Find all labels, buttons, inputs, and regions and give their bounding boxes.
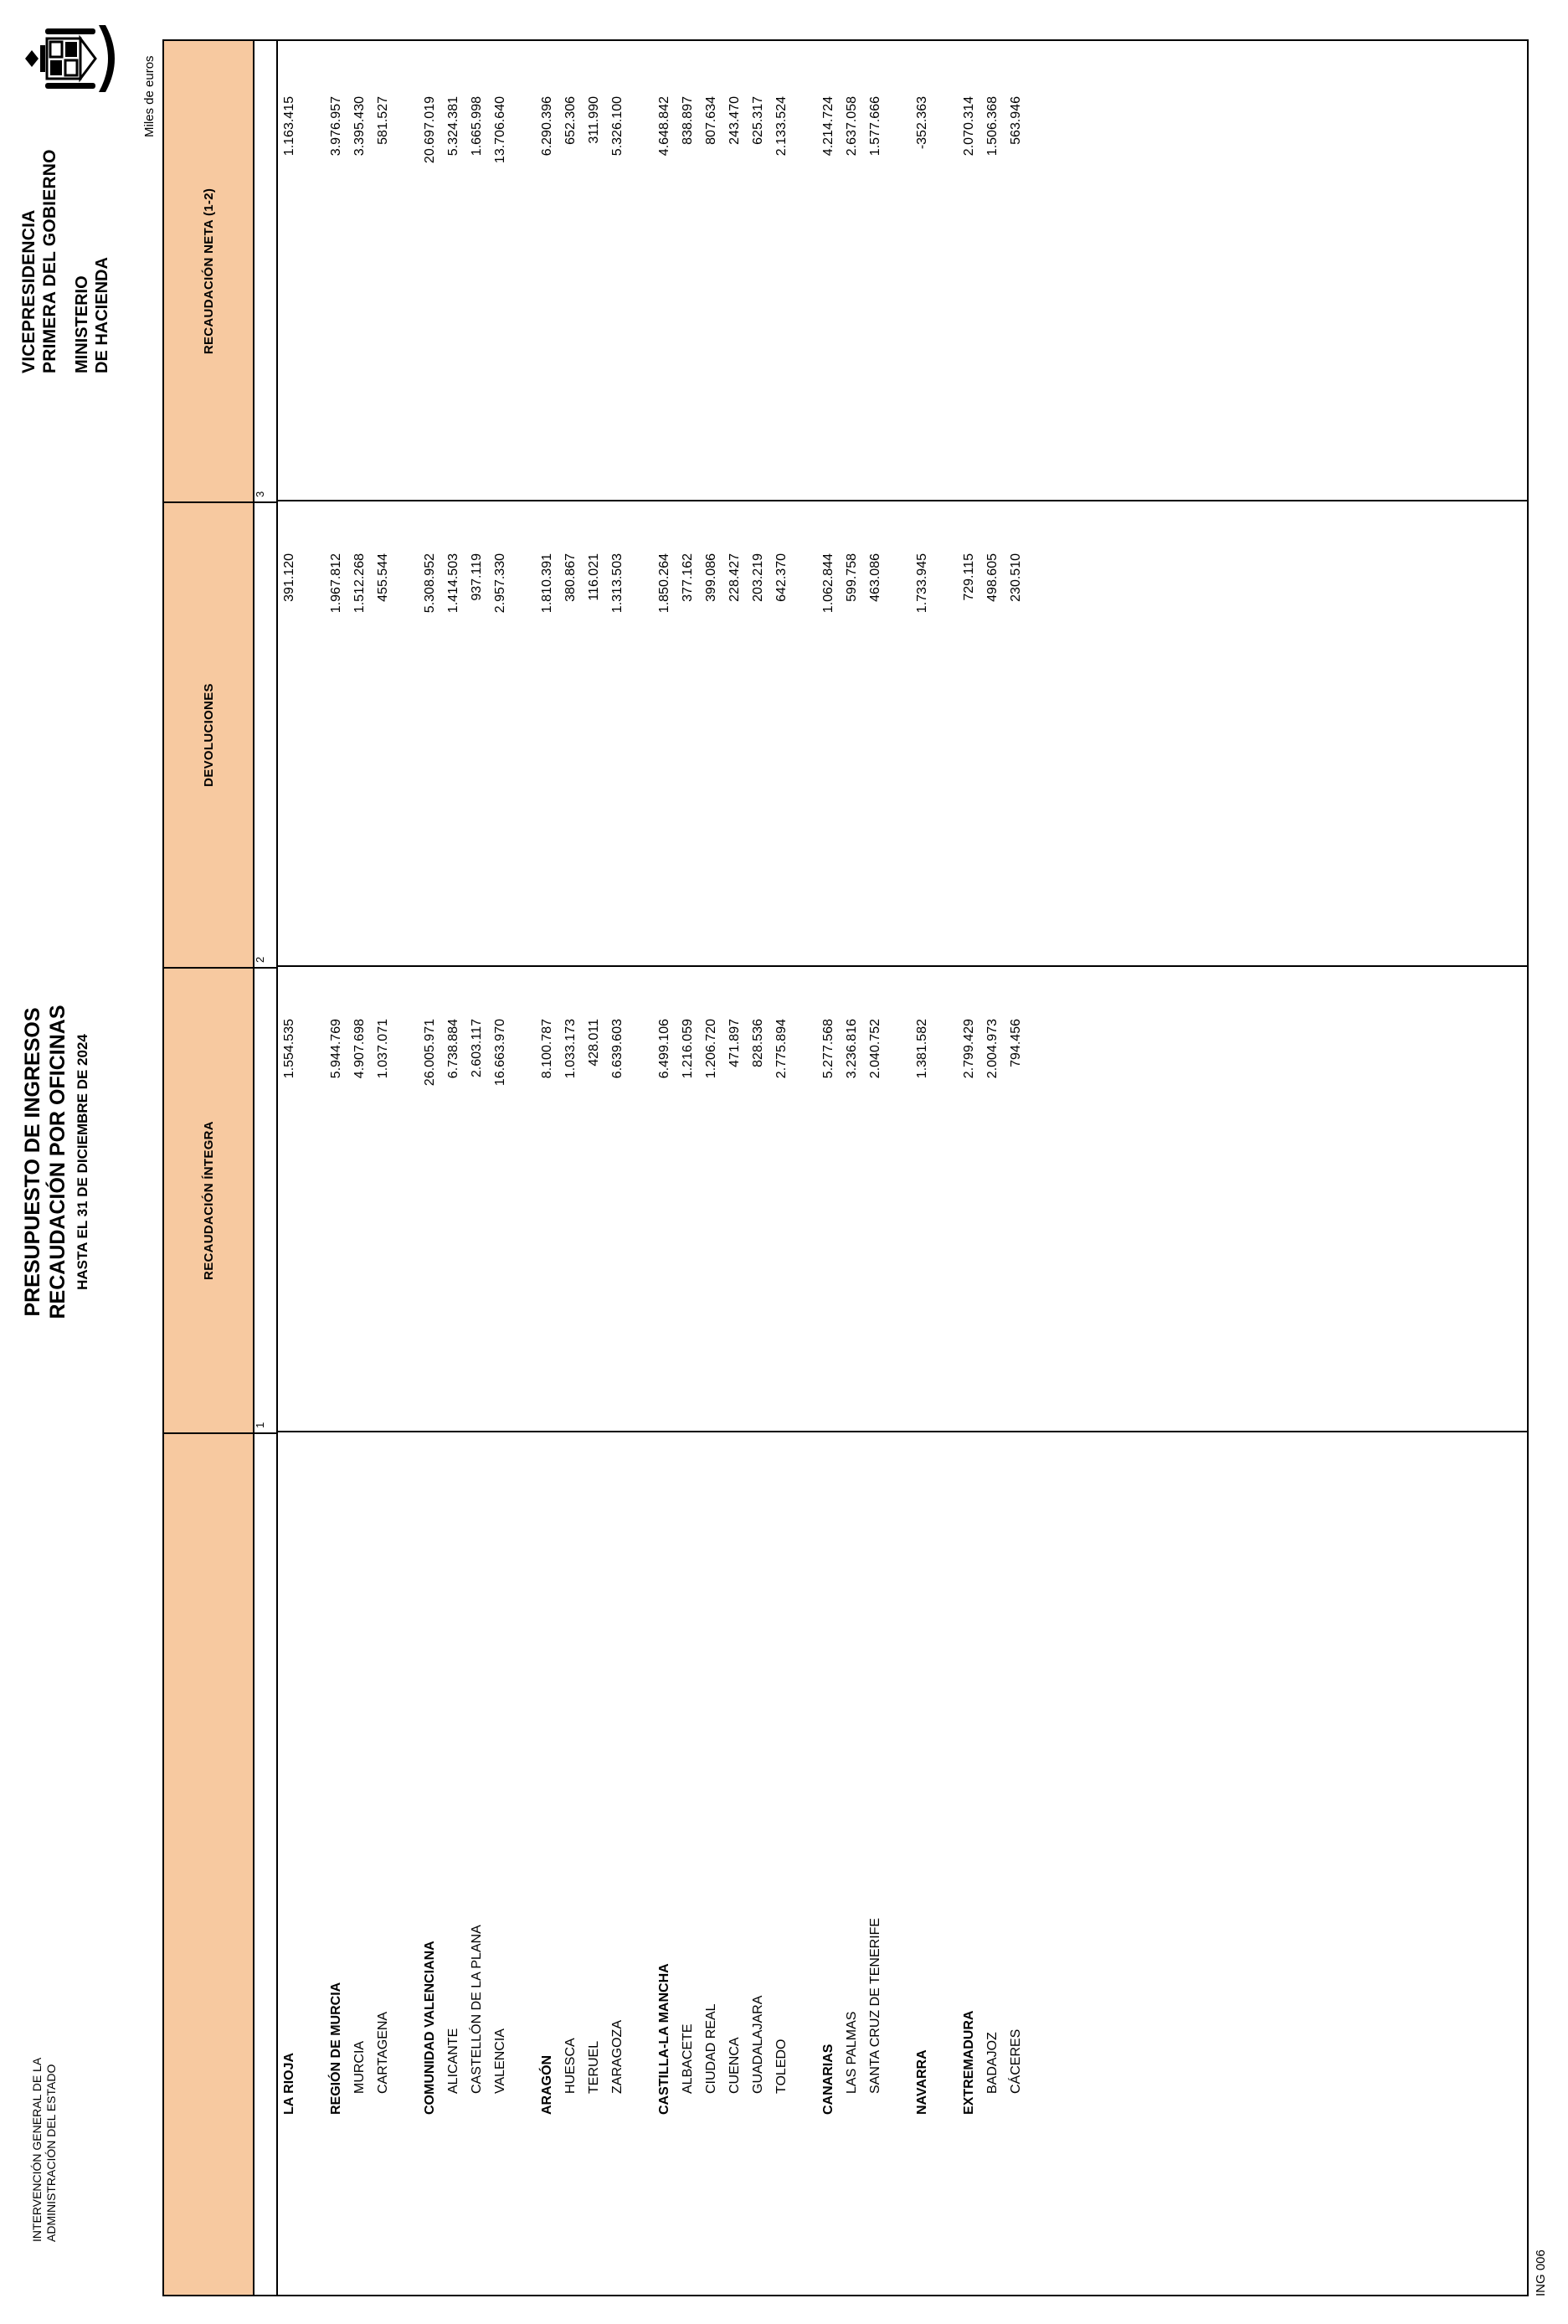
cell-devoluciones: 1.313.503 (610, 553, 625, 614)
table-row-spacer (395, 41, 419, 2295)
cell-recaudacion-neta: 3.976.957 (329, 96, 343, 157)
table-row (911, 41, 934, 2295)
row-label: LAS PALMAS (845, 2011, 859, 2094)
table-row (981, 41, 1005, 2295)
cell-recaudacion-neta: 2.070.314 (962, 96, 976, 157)
table-header-row (164, 41, 253, 2295)
cell-devoluciones: 1.967.812 (329, 553, 343, 614)
table-row (1005, 41, 1028, 2295)
cell-recaudacion-integra: 2.603.117 (470, 1019, 484, 1077)
cell-recaudacion-neta: 581.527 (376, 96, 390, 145)
table-row (325, 41, 348, 2295)
row-label: TERUEL (587, 2040, 601, 2094)
row-label: HUESCA (563, 2038, 578, 2094)
cell-devoluciones: 5.308.952 (423, 553, 437, 614)
cell-recaudacion-neta: 2.133.524 (774, 96, 789, 157)
recaudacion-table (162, 39, 1529, 2296)
cell-recaudacion-integra: 828.536 (751, 1019, 765, 1067)
cell-recaudacion-integra: 1.216.059 (681, 1019, 695, 1079)
cell-recaudacion-neta: 652.306 (563, 96, 578, 145)
cell-devoluciones: 116.021 (587, 553, 601, 601)
table-row (559, 41, 583, 2295)
cell-devoluciones: 937.119 (470, 553, 484, 601)
page-period: HASTA EL 31 DE DICIEMBRE DE 2024 (75, 1034, 90, 1290)
table-note-row (253, 41, 278, 2295)
cell-recaudacion-neta: 2.637.058 (845, 96, 859, 157)
cell-recaudacion-integra: 6.499.106 (657, 1019, 671, 1079)
coat-of-arms-icon (23, 20, 124, 97)
cell-devoluciones: 399.086 (704, 553, 718, 602)
igae-block (30, 1890, 59, 2242)
row-label: CANARIAS (821, 2044, 835, 2115)
cell-devoluciones: 1.062.844 (821, 553, 835, 614)
page-subtitle: RECAUDACIÓN POR OFICINAS (46, 1005, 69, 1319)
table-row-spacer (301, 41, 325, 2295)
cell-recaudacion-neta: 4.648.842 (657, 96, 671, 157)
cell-recaudacion-neta: -352.363 (915, 96, 929, 150)
row-label: MURCIA (352, 2040, 367, 2094)
row-label: SANTA CRUZ DE TENERIFE (868, 1917, 882, 2094)
cell-devoluciones: 228.427 (727, 553, 742, 602)
cell-recaudacion-neta: 1.163.415 (282, 96, 296, 157)
org-vicepresidencia-line1: VICEPRESIDENCIA (19, 209, 39, 373)
cell-devoluciones: 203.219 (751, 553, 765, 602)
cell-recaudacion-integra: 1.033.173 (563, 1019, 578, 1079)
row-label: GUADALAJARA (751, 1995, 765, 2094)
table-row (700, 41, 723, 2295)
cell-recaudacion-integra: 794.456 (1009, 1019, 1023, 1067)
cell-devoluciones: 391.120 (282, 553, 296, 602)
row-label: CASTILLA-LA MANCHA (657, 1963, 671, 2115)
cell-recaudacion-integra: 5.277.568 (821, 1019, 835, 1079)
note-territory (254, 1432, 276, 2295)
cell-recaudacion-integra: 1.037.071 (376, 1019, 390, 1079)
org-vicepresidencia-line2: PRIMERA DEL GOBIERNO (40, 149, 59, 373)
cell-recaudacion-neta: 807.634 (704, 96, 718, 145)
table-row (653, 41, 676, 2295)
cell-devoluciones: 1.850.264 (657, 553, 671, 614)
table-row (372, 41, 395, 2295)
cell-recaudacion-integra: 6.738.884 (446, 1019, 460, 1079)
row-label: CASTELLÓN DE LA PLANA (470, 1925, 484, 2094)
row-label: LA RIOJA (282, 2052, 296, 2115)
table-row (278, 41, 301, 2295)
row-label: BADAJOZ (985, 2032, 1000, 2094)
form-code: ING 006 (1534, 2249, 1548, 2296)
cell-devoluciones: 1.810.391 (540, 553, 554, 614)
cell-recaudacion-integra: 3.236.816 (845, 1019, 859, 1079)
cell-recaudacion-neta: 13.706.640 (493, 96, 507, 164)
table-row (583, 41, 606, 2295)
table-body (278, 41, 1527, 2295)
igae-line-1: INTERVENCIÓN GENERAL DE LA (30, 2057, 44, 2242)
note-recaudacion-integra: 1 (254, 967, 276, 1432)
column-header-recaudacion-integra: RECAUDACIÓN ÍNTEGRA (164, 967, 253, 1432)
cell-recaudacion-neta: 5.326.100 (610, 96, 625, 157)
cell-devoluciones: 498.605 (985, 553, 1000, 602)
cell-recaudacion-integra: 471.897 (727, 1019, 742, 1067)
row-label: TOLEDO (774, 2039, 789, 2094)
table-row (864, 41, 887, 2295)
cell-recaudacion-integra: 4.907.698 (352, 1019, 367, 1079)
cell-devoluciones: 1.512.268 (352, 553, 367, 614)
cell-recaudacion-neta: 20.697.019 (423, 96, 437, 164)
cell-recaudacion-neta: 6.290.396 (540, 96, 554, 157)
page-title: PRESUPUESTO DE INGRESOS (21, 1007, 44, 1317)
cell-recaudacion-integra: 6.639.603 (610, 1019, 625, 1079)
cell-devoluciones: 463.086 (868, 553, 882, 602)
cell-recaudacion-neta: 838.897 (681, 96, 695, 145)
table-row (817, 41, 841, 2295)
cell-recaudacion-neta: 5.324.381 (446, 96, 460, 157)
cell-recaudacion-integra: 16.663.970 (493, 1019, 507, 1087)
table-row (958, 41, 981, 2295)
cell-recaudacion-integra: 1.381.582 (915, 1019, 929, 1079)
cell-recaudacion-neta: 1.665.998 (470, 96, 484, 157)
cell-devoluciones: 729.115 (962, 553, 976, 601)
cell-recaudacion-neta: 625.317 (751, 96, 765, 145)
table-row-spacer (934, 41, 958, 2295)
table-row-spacer (887, 41, 911, 2295)
column-header-recaudacion-neta: RECAUDACIÓN NETA (1-2) (164, 41, 253, 501)
cell-devoluciones: 377.162 (681, 553, 695, 602)
row-label: CUENCA (727, 2037, 742, 2094)
row-label: NAVARRA (915, 2049, 929, 2115)
row-label: COMUNIDAD VALENCIANA (423, 1941, 437, 2115)
row-label: VALENCIA (493, 2028, 507, 2094)
row-label: ALBACETE (681, 2023, 695, 2094)
table-row (348, 41, 372, 2295)
table-row (841, 41, 864, 2295)
org-ministerio-line2: DE HACIENDA (93, 257, 111, 373)
org-ministerio-line1: MINISTERIO (73, 275, 91, 373)
cell-devoluciones: 1.414.503 (446, 553, 460, 614)
cell-devoluciones: 1.733.945 (915, 553, 929, 614)
cell-recaudacion-neta: 3.395.430 (352, 96, 367, 157)
cell-recaudacion-integra: 1.554.535 (282, 1019, 296, 1079)
cell-recaudacion-integra: 2.040.752 (868, 1019, 882, 1079)
row-label: CÁCERES (1009, 2028, 1023, 2094)
table-row (442, 41, 465, 2295)
note-recaudacion-neta: 3 (254, 491, 266, 497)
cell-recaudacion-neta: 1.577.666 (868, 96, 882, 157)
cell-recaudacion-integra: 2.799.429 (962, 1019, 976, 1079)
row-label: ALICANTE (446, 2028, 460, 2094)
table-row-spacer (630, 41, 653, 2295)
column-header-territory (164, 1432, 253, 2295)
cell-devoluciones: 380.867 (563, 553, 578, 602)
row-label: CARTAGENA (376, 2011, 390, 2094)
document-header (0, 0, 167, 2324)
cell-recaudacion-neta: 563.946 (1009, 96, 1023, 145)
table-row (465, 41, 489, 2295)
table-row (536, 41, 559, 2295)
cell-recaudacion-integra: 2.004.973 (985, 1019, 1000, 1079)
row-label: REGIÓN DE MURCIA (329, 1982, 343, 2115)
cell-recaudacion-integra: 5.944.769 (329, 1019, 343, 1079)
cell-recaudacion-integra: 2.775.894 (774, 1019, 789, 1079)
cell-devoluciones: 599.758 (845, 553, 859, 602)
table-row (747, 41, 770, 2295)
cell-devoluciones: 642.370 (774, 553, 789, 602)
table-row-spacer (512, 41, 536, 2295)
cell-recaudacion-neta: 1.506.368 (985, 96, 1000, 157)
table-row (489, 41, 512, 2295)
table-row (606, 41, 630, 2295)
table-row (419, 41, 442, 2295)
cell-recaudacion-neta: 311.990 (587, 96, 601, 144)
table-row (723, 41, 747, 2295)
cell-devoluciones: 2.957.330 (493, 553, 507, 614)
row-label: EXTREMADURA (962, 2010, 976, 2115)
cell-recaudacion-neta: 4.214.724 (821, 96, 835, 157)
cell-recaudacion-neta: 243.470 (727, 96, 742, 145)
table-row-spacer (794, 41, 817, 2295)
cell-devoluciones: 230.510 (1009, 553, 1023, 602)
note-devoluciones: 2 (254, 501, 276, 967)
cell-recaudacion-integra: 428.011 (587, 1019, 601, 1067)
cell-recaudacion-integra: 26.005.971 (423, 1019, 437, 1087)
units-label: Miles de euros (142, 55, 157, 137)
cell-recaudacion-integra: 8.100.787 (540, 1019, 554, 1079)
table-row (676, 41, 700, 2295)
row-label: ARAGÓN (540, 2054, 554, 2115)
organization-block (18, 105, 112, 373)
cell-devoluciones: 455.544 (376, 553, 390, 602)
row-label: CIUDAD REAL (704, 2003, 718, 2094)
table-row (770, 41, 794, 2295)
column-header-devoluciones: DEVOLUCIONES (164, 501, 253, 967)
row-label: ZARAGOZA (610, 2019, 625, 2094)
igae-line-2: ADMINISTRACIÓN DEL ESTADO (44, 2064, 58, 2242)
cell-recaudacion-integra: 1.206.720 (704, 1019, 718, 1079)
